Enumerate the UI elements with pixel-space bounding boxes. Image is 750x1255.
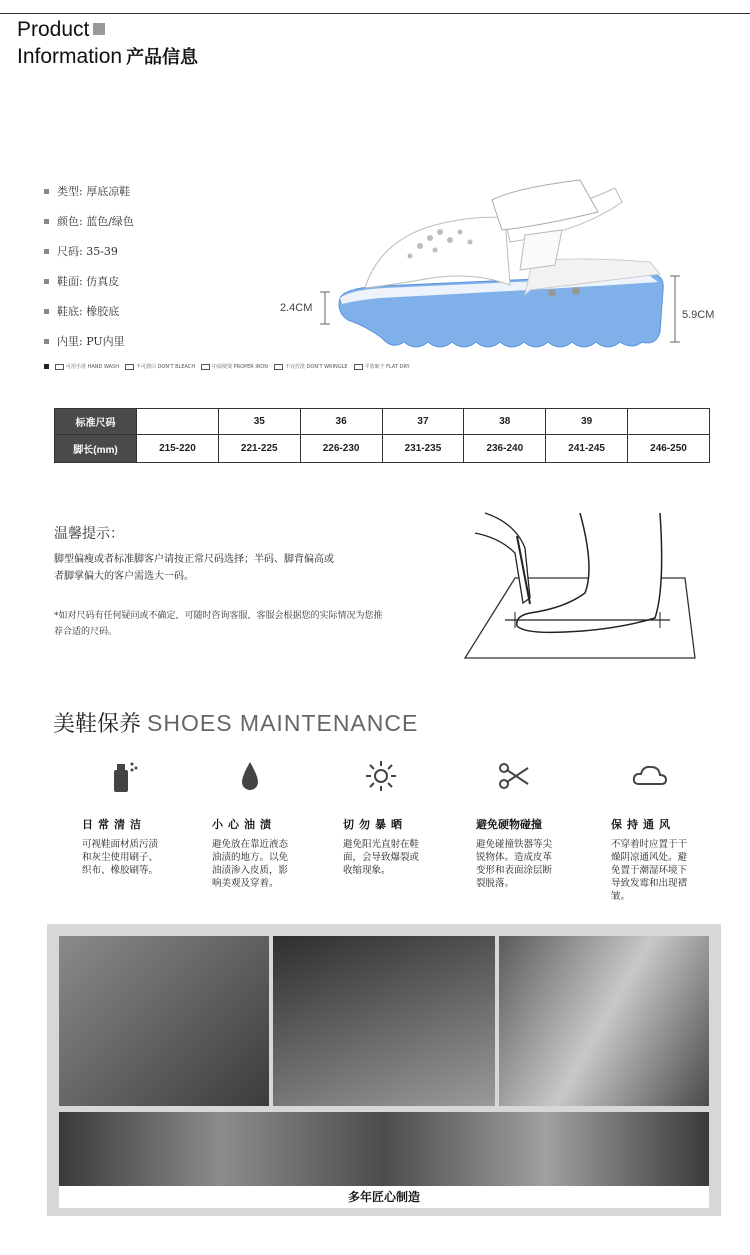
total-height-label: 5.9CM — [682, 309, 715, 321]
table-cell: 246-250 — [628, 435, 710, 463]
table-cell: 241-245 — [546, 435, 628, 463]
attribute-item: 鞋面: 仿真皮 — [44, 266, 134, 296]
maintenance-item-title: 小心油渍 — [212, 818, 276, 831]
foot-measure-illustration — [455, 508, 705, 663]
craftsmanship-photo-collage — [47, 924, 721, 1216]
maintenance-item-desc: 避免放在靠近液态油渍的地方。以免油渍渗入皮质，影响美观及穿着。 — [212, 839, 289, 889]
maintenance-item-desc: 不穿着时应置于干燥阴凉通风处。避免置于潮湿环境下导致发霉和出现褶皱。 — [611, 839, 688, 902]
maintenance-item — [343, 758, 463, 877]
maintenance-item-title: 保持通风 — [611, 818, 675, 831]
cloud-icon — [631, 758, 671, 794]
tips-note-line: 荐合适的尺码。 — [54, 627, 118, 637]
tips-note — [54, 608, 454, 640]
attribute-item: 内里: PU内里 — [44, 326, 134, 356]
table-cell: 39 — [546, 409, 628, 435]
attribute-item: 尺码: 35-39 — [44, 236, 134, 266]
tips-line: 脚型偏瘦或者标准脚客户请按正常尺码选择；半码、脚背偏高或 — [54, 554, 334, 565]
table-header-cell: 脚长(mm) — [55, 435, 137, 463]
tips-text — [54, 551, 414, 585]
attribute-item: 鞋底: 橡胶底 — [44, 296, 134, 326]
bullet-icon — [44, 279, 49, 284]
craft-photo — [59, 1112, 709, 1208]
table-row — [55, 435, 710, 463]
maintenance-item — [611, 758, 731, 903]
maintenance-item-desc: 避免阳光直射在鞋面，会导致爆裂或收缩现象。 — [343, 839, 420, 876]
maintenance-item-title: 日常清洁 — [82, 818, 146, 831]
top-divider — [0, 13, 750, 14]
bullet-icon — [44, 249, 49, 254]
table-cell — [628, 409, 710, 435]
bullet-icon — [44, 219, 49, 224]
maintenance-item — [212, 758, 332, 890]
photo-caption: 多年匠心制造 — [59, 1186, 709, 1208]
bullet-icon — [44, 339, 49, 344]
bullet-icon — [44, 309, 49, 314]
care-icons — [44, 363, 410, 370]
maintenance-item — [476, 758, 596, 890]
iron-icon: 中温熨烫 PROPER IRON — [201, 363, 268, 370]
attribute-list — [44, 176, 134, 356]
table-cell: 215-220 — [137, 435, 219, 463]
heel-height-label: 2.4CM — [280, 302, 313, 314]
drop-icon — [232, 758, 272, 794]
square-icon — [93, 23, 105, 35]
hand-wash-icon: 可用手洗 HAND WASH — [55, 363, 119, 370]
table-cell: 35 — [218, 409, 300, 435]
tips-title: 温馨提示： — [54, 526, 124, 542]
no-bleach-icon: 不可漂白 DON'T BLEACH — [125, 363, 195, 370]
sandal-product-image — [270, 170, 740, 360]
maintenance-item-desc: 可视鞋面材质污渍和灰尘使用刷子、织布、橡胶刷等。 — [82, 839, 159, 876]
spray-icon — [102, 758, 142, 794]
maintenance-item-title: 切勿暴晒 — [343, 818, 407, 831]
maintenance-item-title: 避免硬物碰撞 — [476, 818, 542, 831]
table-cell: 221-225 — [218, 435, 300, 463]
attribute-item: 颜色: 蓝色/绿色 — [44, 206, 134, 236]
no-wring-icon: 不宜拧洗 DON'T WRINGLE — [274, 363, 348, 370]
header-title-line2: Information 产品信息 — [17, 45, 199, 68]
craft-photo — [59, 936, 269, 1106]
tips-line: 者脚掌偏大的客户需选大一码。 — [54, 571, 194, 582]
table-header-cell: 标准尺码 — [55, 409, 137, 435]
table-cell: 226-230 — [300, 435, 382, 463]
table-cell — [137, 409, 219, 435]
table-cell: 236-240 — [464, 435, 546, 463]
maintenance-title: 美鞋保养 SHOES MAINTENANCE — [53, 710, 419, 737]
table-cell: 231-235 — [382, 435, 464, 463]
bullet-icon — [44, 364, 49, 369]
table-cell: 38 — [464, 409, 546, 435]
sun-icon — [363, 758, 403, 794]
header-title-line1: Product — [17, 18, 105, 42]
table-row — [55, 409, 710, 435]
maintenance-item-desc: 避免碰撞铁器等尖锐物体。造成皮革变形和表面涂层断裂脱落。 — [476, 839, 553, 889]
table-cell: 36 — [300, 409, 382, 435]
scissors-icon — [496, 758, 536, 794]
table-cell: 37 — [382, 409, 464, 435]
attribute-item: 类型: 厚底凉鞋 — [44, 176, 134, 206]
size-table — [54, 408, 710, 463]
tips-note-line: *如对尺码有任何疑问或不确定，可随时咨询客服，客服会根据您的实际情况为您推 — [54, 611, 383, 621]
flat-dry-icon: 平放晾干 FLAT DRY — [354, 363, 410, 370]
bullet-icon — [44, 189, 49, 194]
craft-photo — [273, 936, 495, 1106]
maintenance-item — [82, 758, 202, 877]
craft-photo — [499, 936, 709, 1106]
